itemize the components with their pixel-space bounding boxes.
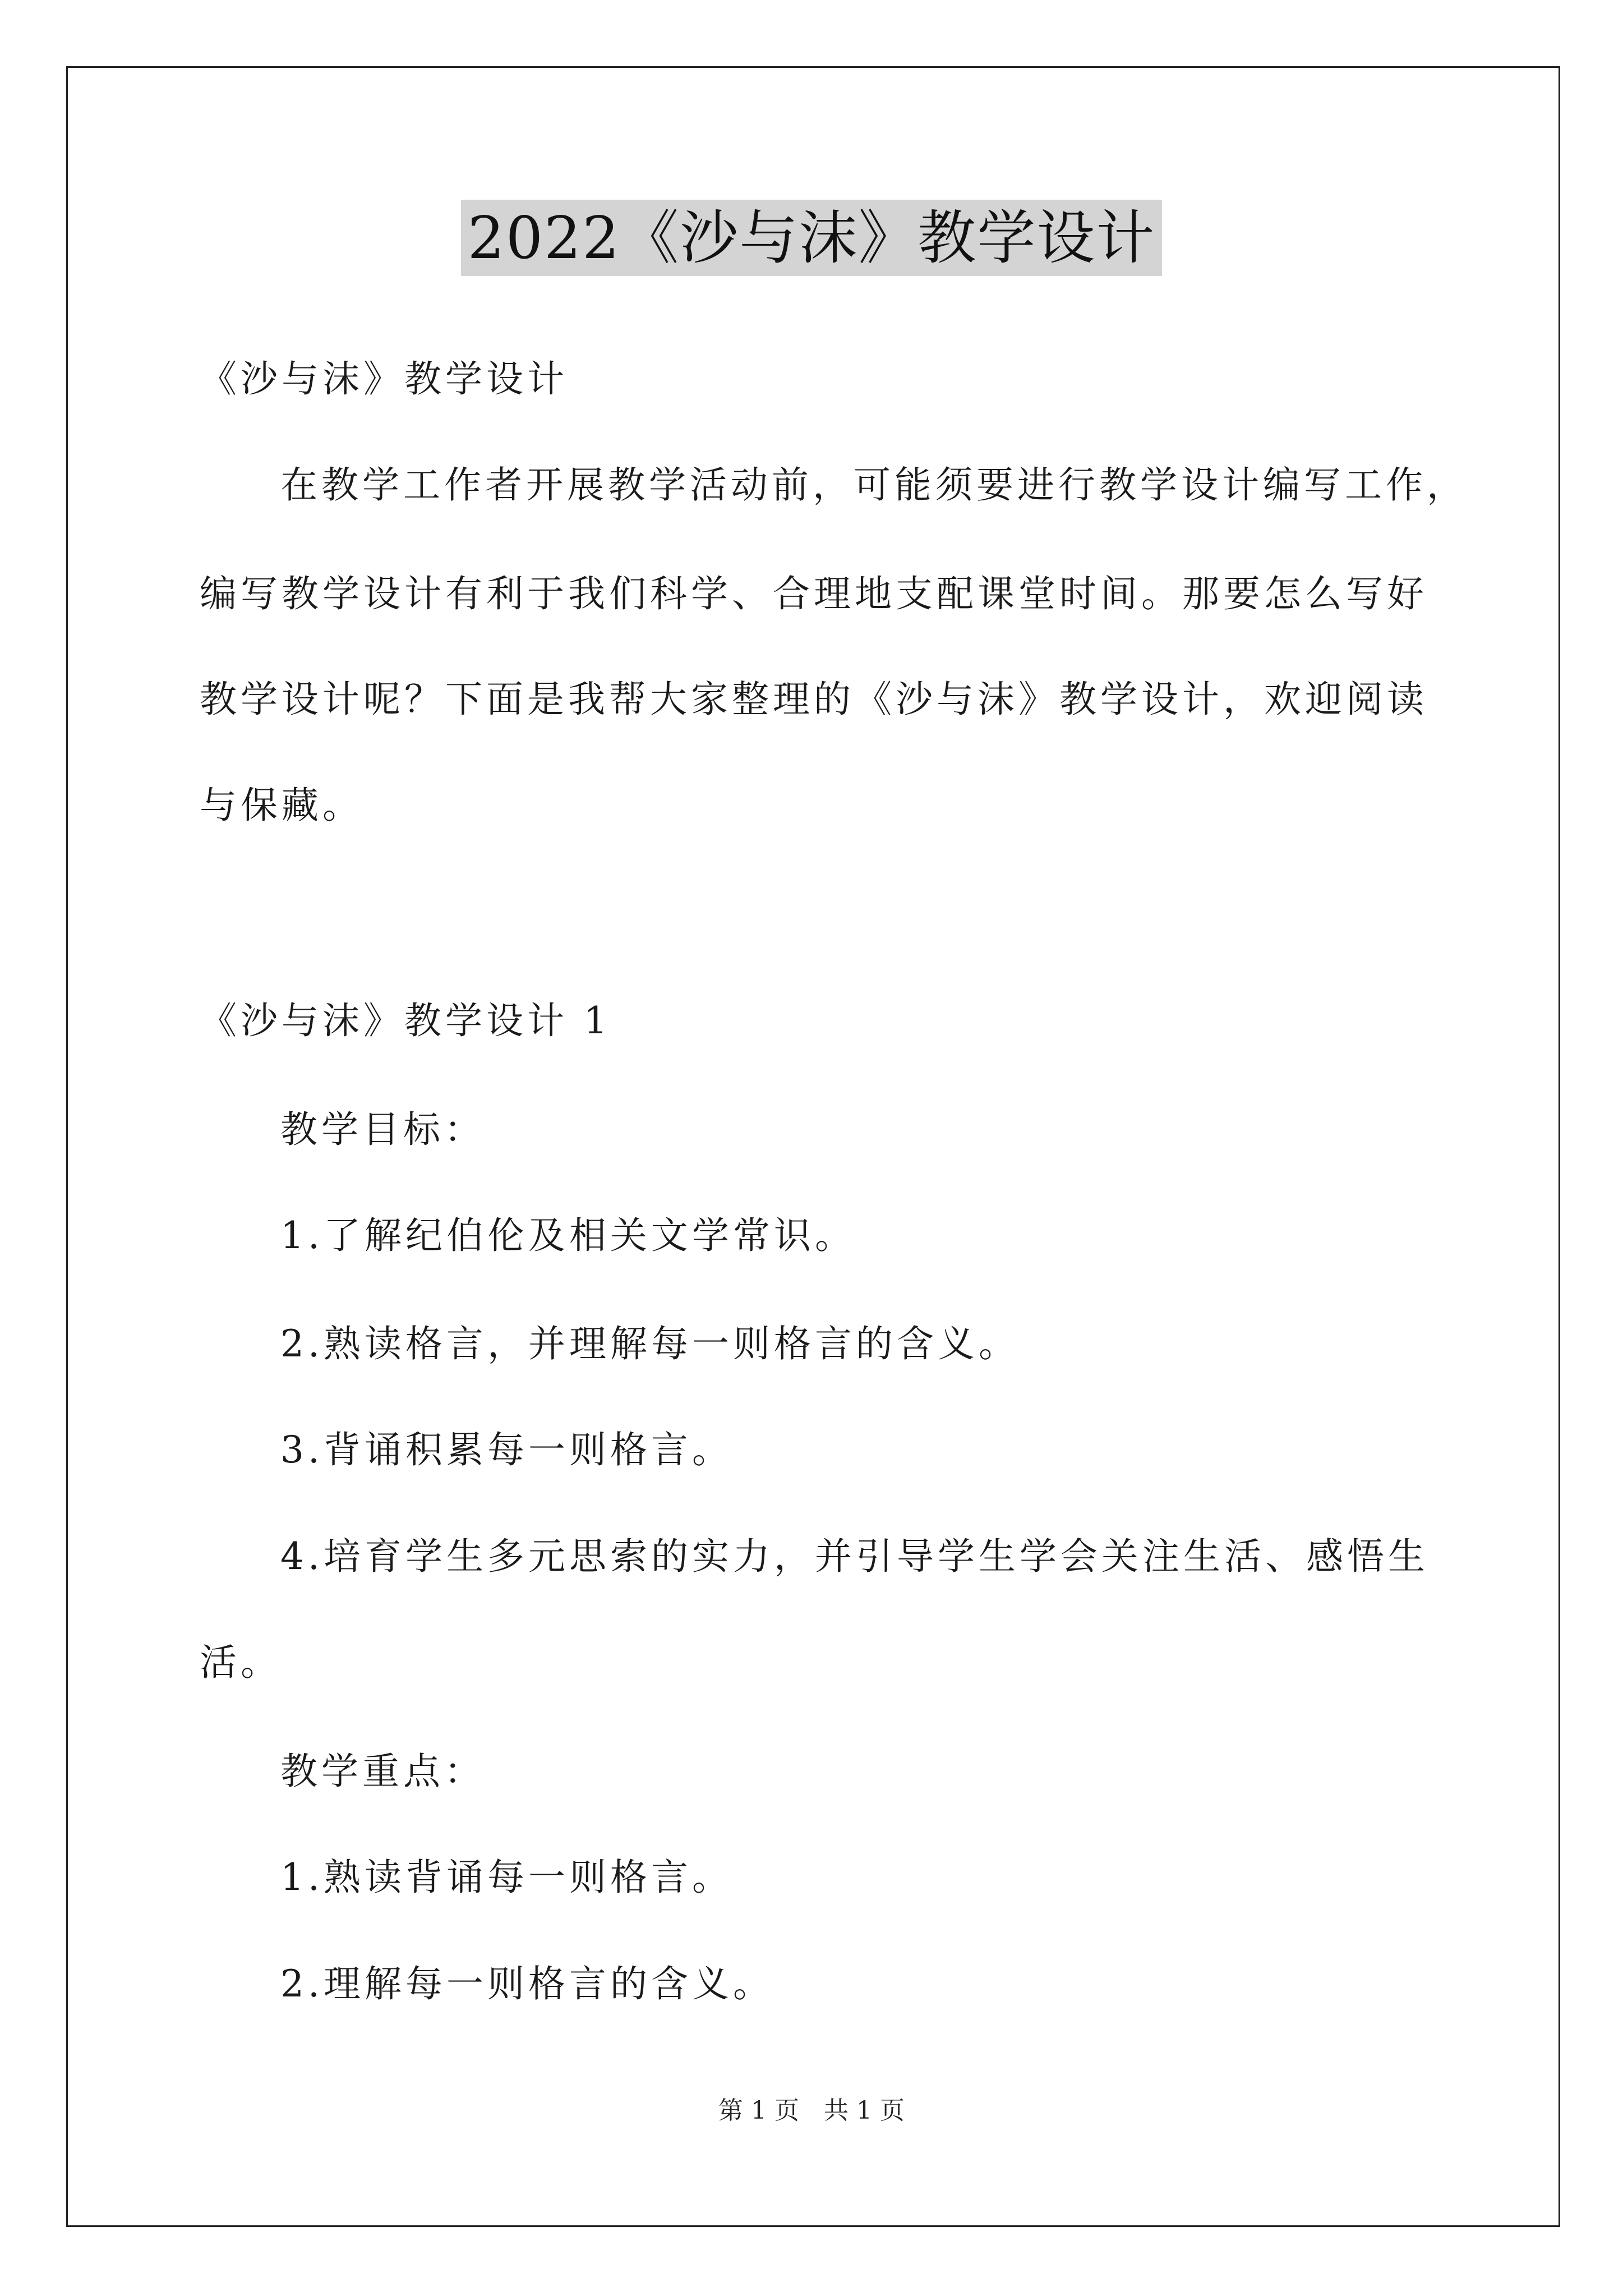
goals-heading: 教学目标： — [280, 1108, 485, 1151]
document-subtitle: 《沙与沫》教学设计 — [200, 357, 568, 401]
goal-item: 4.培育学生多元思索的实力，并引导学生学会关注生活、感悟生 — [280, 1535, 1429, 1578]
goal-item-continuation: 活。 — [200, 1641, 282, 1684]
goal-item: 2.熟读格言，并理解每一则格言的含义。 — [280, 1322, 1020, 1365]
section-title: 《沙与沫》教学设计 1 — [200, 999, 611, 1042]
document-title: 2022《沙与沫》教学设计 — [461, 200, 1163, 276]
intro-line: 编写教学设计有利于我们科学、合理地支配课堂时间。那要怎么写好 — [200, 572, 1428, 615]
intro-line: 与保藏。 — [200, 784, 363, 827]
goal-item: 3.背诵积累每一则格言。 — [280, 1428, 733, 1471]
intro-line: 教学设计呢？下面是我帮大家整理的《沙与沫》教学设计，欢迎阅读 — [200, 678, 1428, 721]
key-point-item: 1.熟读背诵每一则格言。 — [280, 1856, 733, 1899]
page-number-footer: 第 1 页 共 1 页 — [718, 2096, 905, 2125]
intro-line: 在教学工作者开展教学活动前，可能须要进行教学设计编写工作， — [280, 463, 1468, 507]
key-point-item: 2.理解每一则格言的含义。 — [280, 1962, 774, 2005]
key-points-heading: 教学重点： — [280, 1750, 485, 1793]
title-container — [0, 200, 1623, 276]
goal-item: 1.了解纪伯伦及相关文学常识。 — [280, 1214, 856, 1257]
